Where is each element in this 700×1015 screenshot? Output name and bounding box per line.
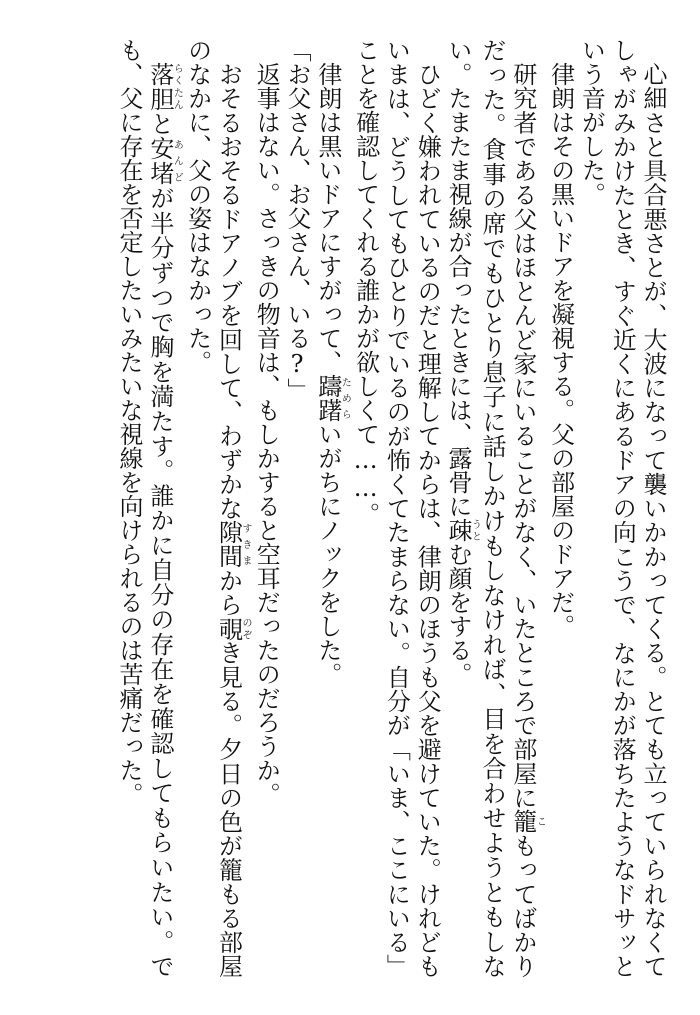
ruby-base: 安堵 — [145, 136, 174, 186]
ruby-word — [508, 809, 546, 834]
paragraph — [576, 38, 668, 978]
text-run: 律朗は黒いドアにすがって、 — [313, 62, 342, 374]
ruby-base: 籠 — [508, 809, 537, 834]
text-run: が半分ずつで胸を満たす。誰かに自分の存在を確認してもらいたい。でも、父に存在を否定したいみたいな視線を向けられるのは苦痛だった。 — [115, 38, 174, 979]
furigana: すきま — [239, 520, 251, 569]
text-run: 返事はない。さっきの物音は、もしかすると空耳だったのだろうか。 — [252, 62, 281, 806]
ruby-base: 落胆 — [145, 62, 174, 112]
ruby-word — [145, 136, 183, 186]
ruby-base: 覗 — [214, 616, 243, 641]
text-run: 「お父さん、お父さん、いる?」 — [283, 38, 312, 402]
furigana: あんど — [171, 136, 183, 186]
text-run: おそるおそるドアノブを回して、わずかな — [214, 62, 243, 521]
ruby-base: 隙間 — [214, 520, 243, 569]
ruby-word — [214, 616, 251, 641]
text-run: む顔をする。 — [444, 542, 473, 686]
furigana: こ — [534, 809, 546, 834]
paragraph — [113, 38, 182, 978]
ruby-base: 躊躇 — [313, 374, 342, 422]
text-run: ひどく嫌われているのだと理解してからは、律朗のほうも父を避けていた。けれどもいまは、どうしてもひとりでいるのが怖くてたまらない。自分が「いま、ここにいる」ことを確認してくれる誰かが欲しくて……。 — [351, 38, 442, 978]
vertical-text-body — [28, 38, 668, 978]
paragraph — [281, 38, 312, 978]
paragraph — [442, 38, 545, 978]
text-run: から — [214, 568, 243, 617]
furigana: ためら — [339, 374, 351, 422]
text-run: と — [145, 111, 174, 137]
ruby-word — [145, 62, 183, 112]
text-run: 律朗はその黒いドアを凝視する。父の部屋のドアだ。 — [546, 62, 575, 638]
paragraph — [182, 38, 251, 978]
paragraph — [312, 38, 350, 978]
ruby-base: 疎 — [444, 518, 473, 542]
ruby-word — [444, 518, 481, 542]
text-run: 心細さと具合悪さとが、大波になって襲いかかってくる。とても立っていられなくてしゃがみかけたとき、すぐ近くにあるドアの向こうで、なにかが落ちたようなドサッという音がした。 — [577, 38, 667, 978]
text-run: 研究者である父はほとんど家にいることがなく、いたところで部屋に — [508, 62, 537, 810]
text-run: いがちにノックをした。 — [313, 422, 342, 686]
ruby-word — [214, 520, 251, 569]
paragraph — [545, 38, 576, 978]
paragraph — [350, 38, 442, 978]
furigana: らくたん — [171, 62, 183, 111]
furigana: のぞ — [239, 616, 251, 641]
ruby-word — [313, 374, 351, 422]
furigana: うと — [469, 518, 481, 542]
text-run: もってばかりだった。食事の席でもひとり息子に話しかけもしなければ、目を合わせようともしない。たまたま視線が合ったときには、露骨に — [444, 38, 537, 979]
paragraph — [250, 38, 281, 978]
text-run: き見る。夕日の色が籠もる部屋のなかに、父の姿はなかった。 — [183, 38, 243, 979]
